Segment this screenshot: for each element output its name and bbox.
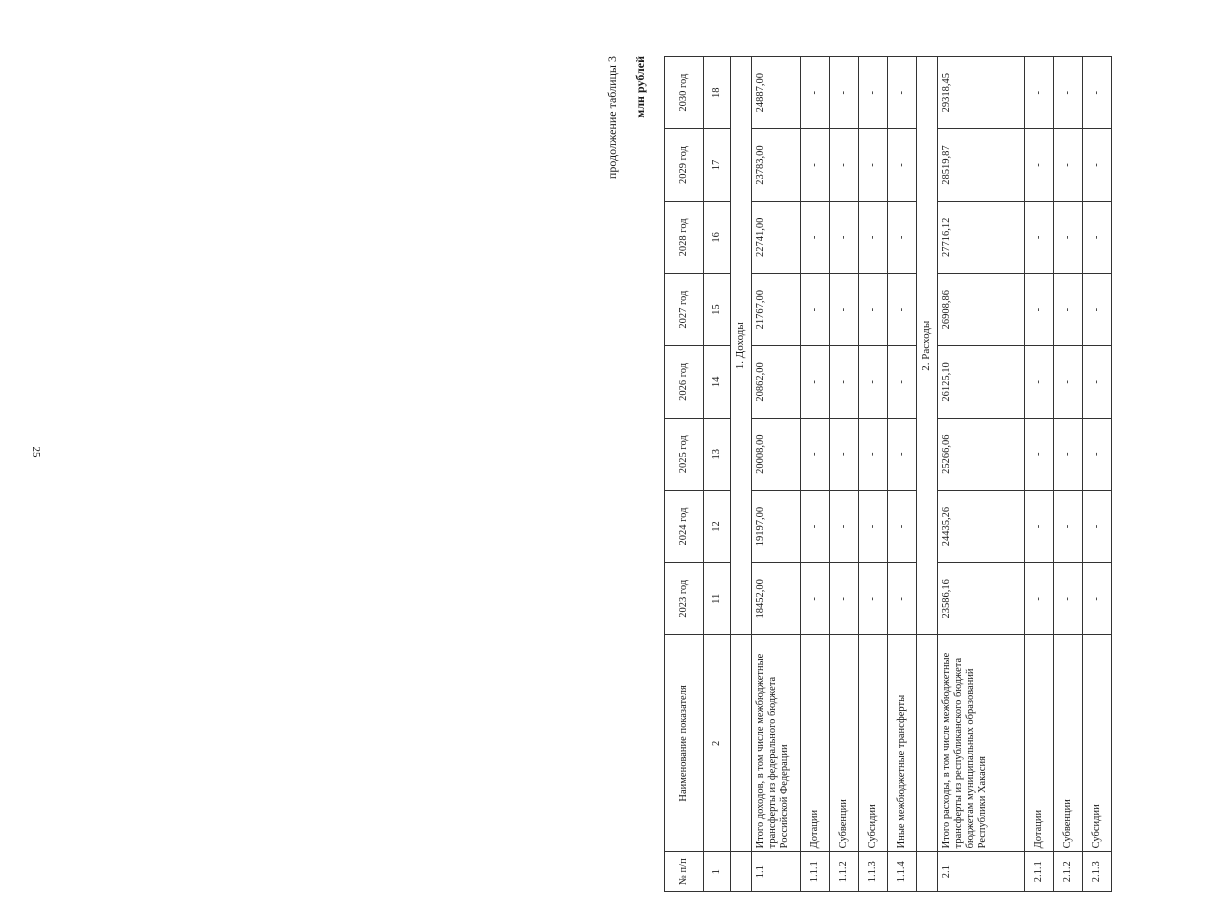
value-cell: - bbox=[801, 490, 830, 562]
header-cell: 2029 год bbox=[665, 129, 704, 201]
value-cell: - bbox=[1054, 273, 1083, 345]
value-cell: - bbox=[859, 129, 888, 201]
value-cell: 18452,00 bbox=[752, 563, 801, 635]
table-row bbox=[938, 57, 1025, 892]
value-cell: - bbox=[888, 346, 917, 418]
value-cell: - bbox=[801, 129, 830, 201]
column-number-cell: 17 bbox=[704, 129, 731, 201]
value-cell: 21767,00 bbox=[752, 273, 801, 345]
value-cell: 23586,16 bbox=[938, 563, 1025, 635]
value-cell: - bbox=[801, 273, 830, 345]
value-cell: - bbox=[859, 57, 888, 129]
value-cell: - bbox=[1083, 129, 1112, 201]
column-number-cell: 18 bbox=[704, 57, 731, 129]
continuation-label: продолжение таблицы 3 bbox=[605, 56, 619, 180]
row-name: Субвенции bbox=[830, 635, 859, 852]
row-name: Субсидии bbox=[859, 635, 888, 852]
table-row bbox=[1054, 57, 1083, 892]
table-row bbox=[752, 57, 801, 892]
value-cell: 20862,00 bbox=[752, 346, 801, 418]
value-cell: - bbox=[1025, 129, 1054, 201]
row-name: Итого доходов, в том числе межбюджетные трансферты из федерального бюджета Российской Федерации bbox=[752, 635, 801, 852]
header-cell: 2027 год bbox=[665, 273, 704, 345]
value-cell: - bbox=[888, 490, 917, 562]
value-cell: 20008,00 bbox=[752, 418, 801, 490]
value-cell: 26125,10 bbox=[938, 346, 1025, 418]
value-cell: - bbox=[1083, 346, 1112, 418]
section-title: 1. Доходы bbox=[731, 57, 752, 635]
table-caption bbox=[605, 56, 647, 892]
value-cell: - bbox=[830, 490, 859, 562]
row-name: Иные межбюджетные трансферты bbox=[888, 635, 917, 852]
units-label: млн рублей bbox=[633, 56, 647, 118]
column-number-cell: 14 bbox=[704, 346, 731, 418]
value-cell: - bbox=[1025, 201, 1054, 273]
value-cell: - bbox=[830, 201, 859, 273]
value-cell: - bbox=[801, 563, 830, 635]
value-cell: - bbox=[888, 201, 917, 273]
section-title: 2. Расходы bbox=[917, 57, 938, 635]
value-cell: - bbox=[1054, 563, 1083, 635]
row-number: 1.1.1 bbox=[801, 852, 830, 892]
value-cell: 19197,00 bbox=[752, 490, 801, 562]
table-row bbox=[801, 57, 830, 892]
header-cell: № п/п bbox=[665, 852, 704, 892]
row-number: 2.1.2 bbox=[1054, 852, 1083, 892]
row-name: Субвенции bbox=[1054, 635, 1083, 852]
value-cell: - bbox=[859, 201, 888, 273]
value-cell: - bbox=[1054, 346, 1083, 418]
column-number-cell: 12 bbox=[704, 490, 731, 562]
value-cell: - bbox=[888, 418, 917, 490]
value-cell: - bbox=[859, 273, 888, 345]
budget-table bbox=[664, 56, 1112, 892]
row-name: Итого расходы, в том числе межбюджетные трансферты из республиканского бюджета бюджетам муниципальных образований Республики Хакасия bbox=[938, 635, 1025, 852]
value-cell: - bbox=[1054, 490, 1083, 562]
value-cell: - bbox=[888, 129, 917, 201]
header-cell: 2024 год bbox=[665, 490, 704, 562]
table-row bbox=[859, 57, 888, 892]
value-cell: - bbox=[1025, 273, 1054, 345]
value-cell: - bbox=[1083, 201, 1112, 273]
value-cell: - bbox=[1025, 490, 1054, 562]
column-number-cell: 1 bbox=[704, 852, 731, 892]
value-cell: - bbox=[1054, 129, 1083, 201]
value-cell: 25266,06 bbox=[938, 418, 1025, 490]
value-cell: 27716,12 bbox=[938, 201, 1025, 273]
value-cell: - bbox=[859, 490, 888, 562]
rotated-page-content bbox=[605, 12, 1205, 892]
value-cell: 24887,00 bbox=[752, 57, 801, 129]
header-row bbox=[665, 57, 704, 892]
row-number: 1.1.2 bbox=[830, 852, 859, 892]
row-number: 2.1.3 bbox=[1083, 852, 1112, 892]
value-cell: - bbox=[1054, 201, 1083, 273]
table-row bbox=[888, 57, 917, 892]
value-cell: - bbox=[888, 273, 917, 345]
value-cell: - bbox=[801, 201, 830, 273]
row-name: Субсидии bbox=[1083, 635, 1112, 852]
row-number: 2.1.1 bbox=[1025, 852, 1054, 892]
value-cell: - bbox=[1083, 490, 1112, 562]
value-cell: - bbox=[830, 346, 859, 418]
column-number-cell: 13 bbox=[704, 418, 731, 490]
header-cell: 2030 год bbox=[665, 57, 704, 129]
value-cell: - bbox=[859, 346, 888, 418]
value-cell: - bbox=[801, 346, 830, 418]
section-row bbox=[917, 57, 938, 892]
value-cell: - bbox=[859, 418, 888, 490]
value-cell: 24435,26 bbox=[938, 490, 1025, 562]
table-row bbox=[830, 57, 859, 892]
value-cell: - bbox=[1025, 563, 1054, 635]
value-cell: - bbox=[830, 129, 859, 201]
value-cell: - bbox=[830, 418, 859, 490]
column-number-cell: 16 bbox=[704, 201, 731, 273]
column-number-cell: 11 bbox=[704, 563, 731, 635]
row-name: Дотации bbox=[801, 635, 830, 852]
row-name: Дотации bbox=[1025, 635, 1054, 852]
value-cell: - bbox=[1083, 418, 1112, 490]
value-cell: - bbox=[1054, 418, 1083, 490]
value-cell: - bbox=[830, 273, 859, 345]
value-cell: - bbox=[1025, 346, 1054, 418]
value-cell: - bbox=[859, 563, 888, 635]
table-row bbox=[1083, 57, 1112, 892]
header-cell: 2028 год bbox=[665, 201, 704, 273]
column-number-row bbox=[704, 57, 731, 892]
value-cell: - bbox=[1083, 563, 1112, 635]
value-cell: - bbox=[888, 57, 917, 129]
value-cell: 26908,86 bbox=[938, 273, 1025, 345]
value-cell: - bbox=[1083, 57, 1112, 129]
column-number-cell: 2 bbox=[704, 635, 731, 852]
section-row bbox=[731, 57, 752, 892]
row-number: 1.1.4 bbox=[888, 852, 917, 892]
value-cell: - bbox=[1083, 273, 1112, 345]
header-cell: 2025 год bbox=[665, 418, 704, 490]
value-cell: - bbox=[1054, 57, 1083, 129]
column-number-cell: 15 bbox=[704, 273, 731, 345]
header-cell: 2023 год bbox=[665, 563, 704, 635]
value-cell: 22741,00 bbox=[752, 201, 801, 273]
value-cell: 23783,00 bbox=[752, 129, 801, 201]
row-number: 1.1.3 bbox=[859, 852, 888, 892]
page-number: 25 bbox=[30, 446, 42, 458]
row-number: 2.1 bbox=[938, 852, 1025, 892]
value-cell: - bbox=[1025, 57, 1054, 129]
value-cell: - bbox=[830, 563, 859, 635]
value-cell: 29318,45 bbox=[938, 57, 1025, 129]
table-row bbox=[1025, 57, 1054, 892]
value-cell: - bbox=[801, 57, 830, 129]
value-cell: 28519,87 bbox=[938, 129, 1025, 201]
value-cell: - bbox=[830, 57, 859, 129]
row-number: 1.1 bbox=[752, 852, 801, 892]
header-cell: Наименование показателя bbox=[665, 635, 704, 852]
header-cell: 2026 год bbox=[665, 346, 704, 418]
value-cell: - bbox=[1025, 418, 1054, 490]
value-cell: - bbox=[888, 563, 917, 635]
value-cell: - bbox=[801, 418, 830, 490]
